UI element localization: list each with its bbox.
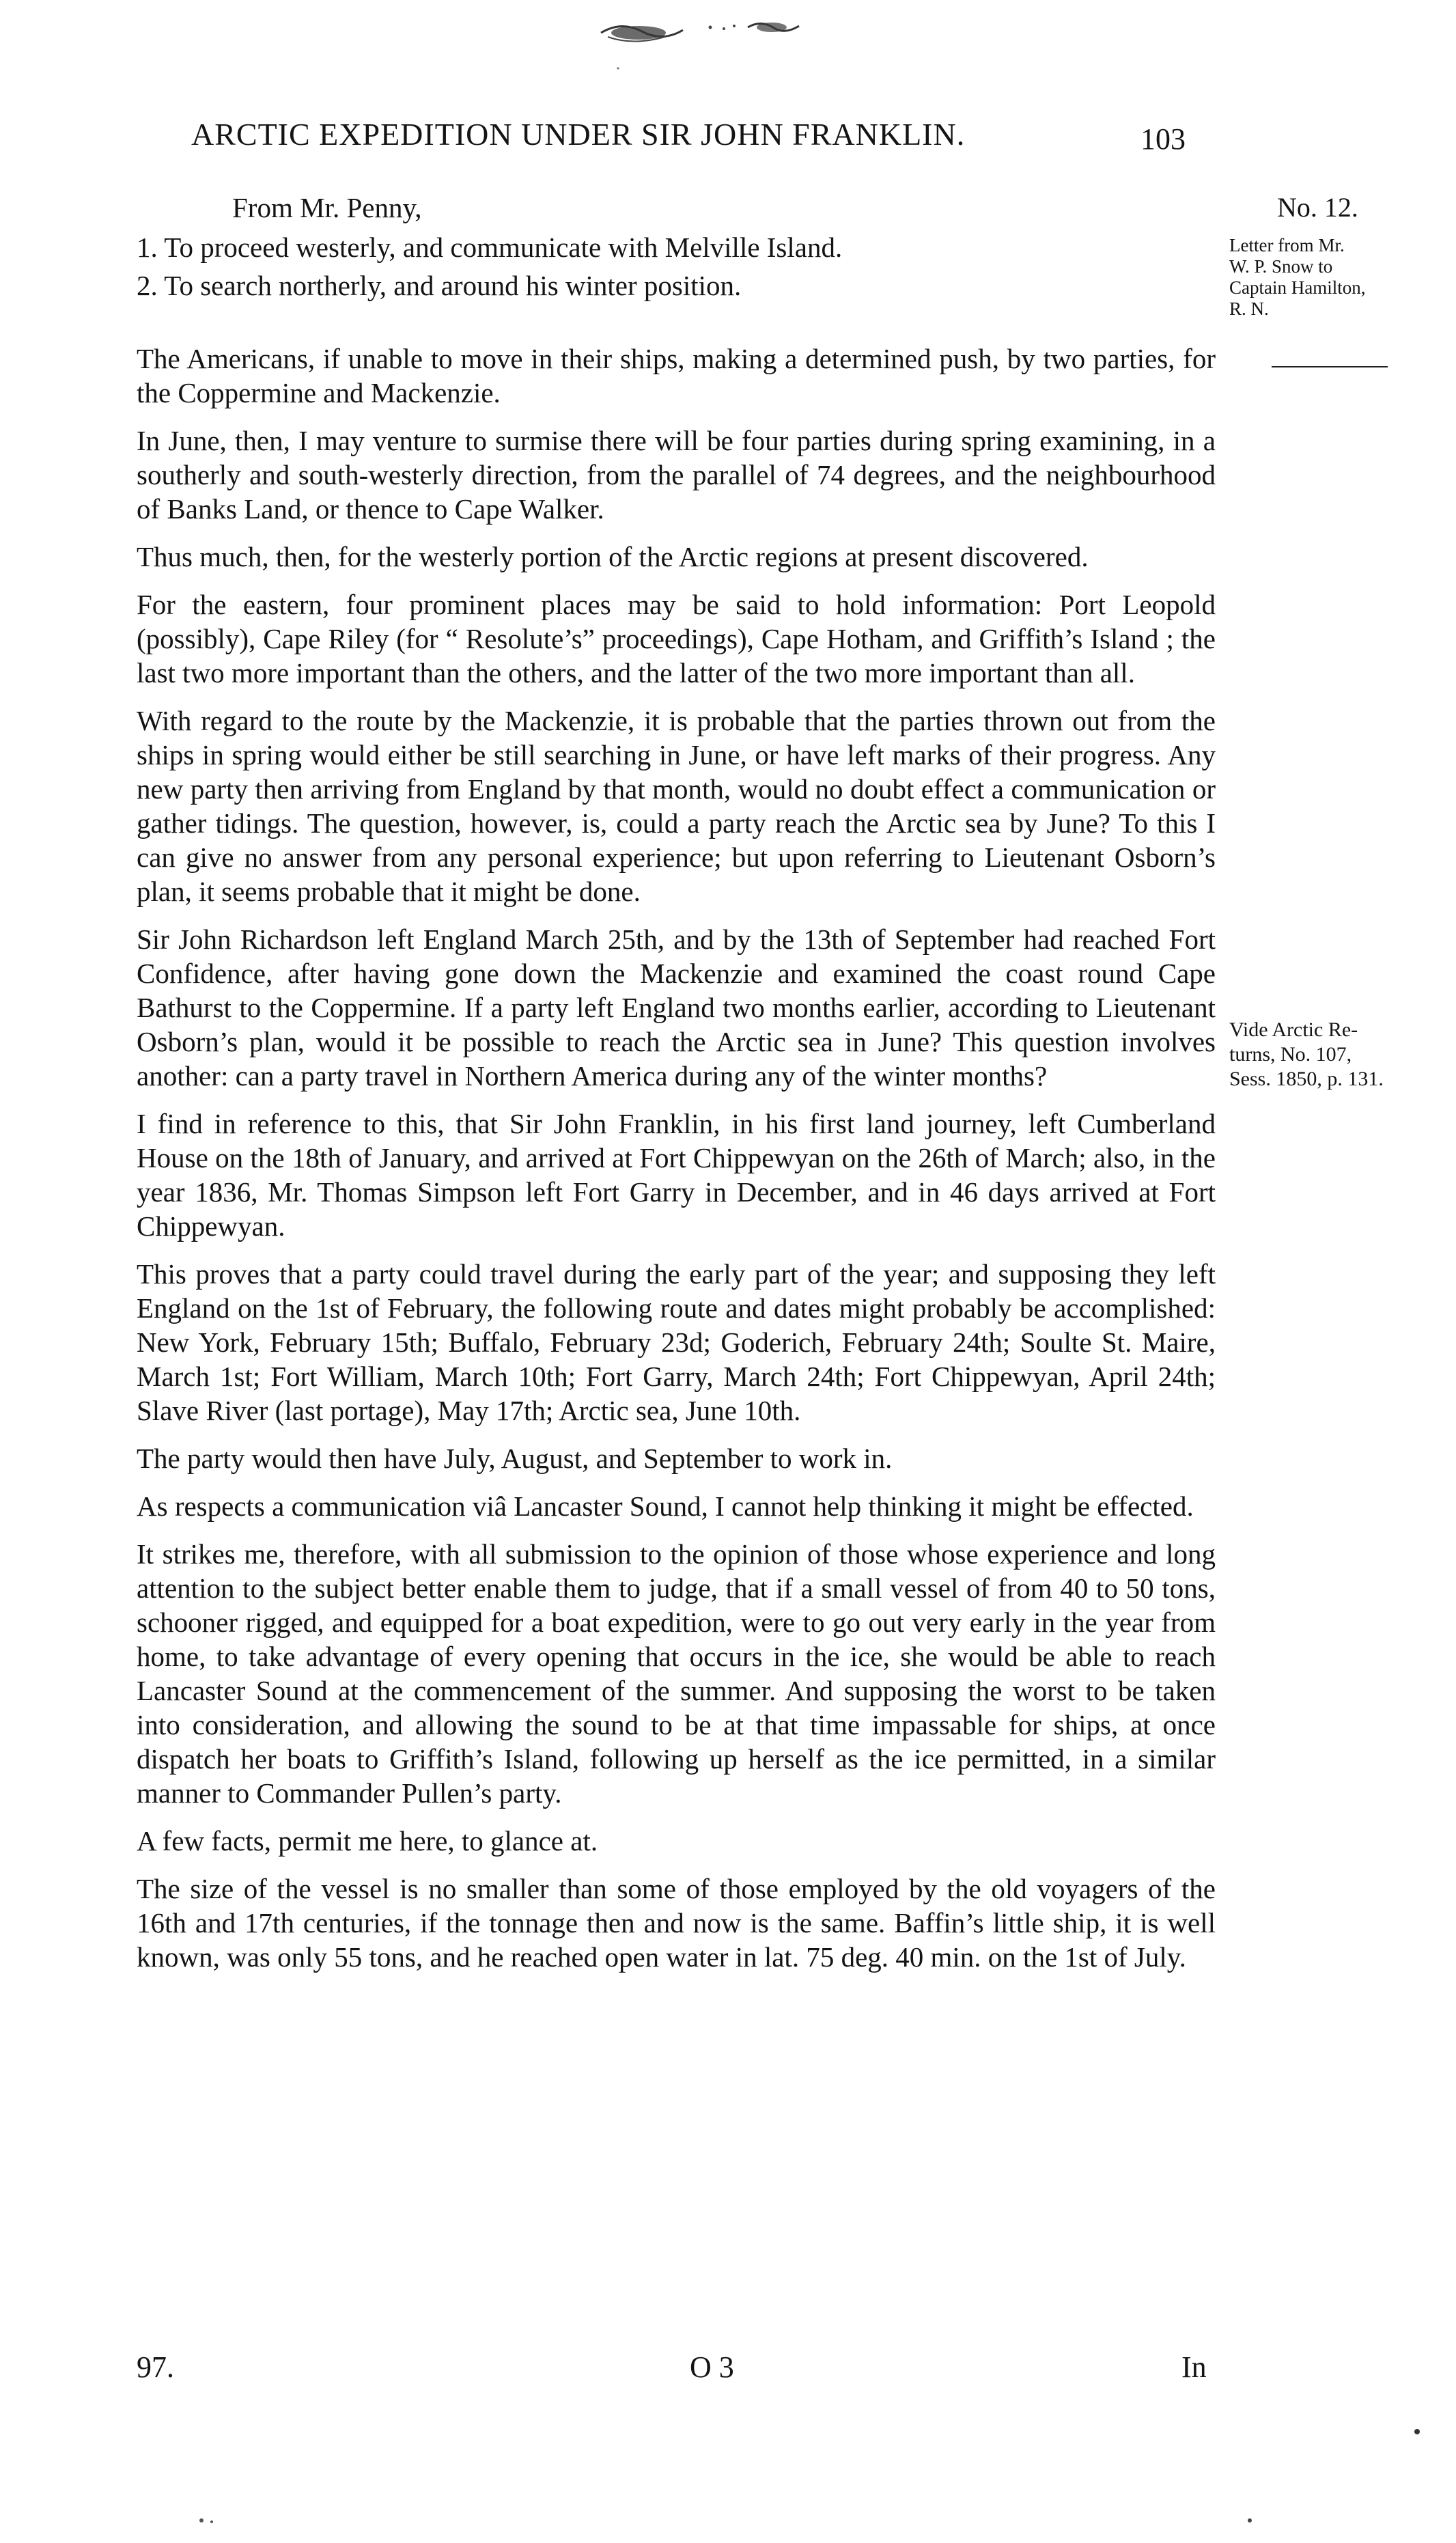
paragraph: For the eastern, four prominent places may be said to hold information: Port Leopold (possibly), Cape Riley (for “ Resolute’s” proceedings), Cape Hotham, and Griffith’s Island ; the last two more important than the others, and the latter of the two more important than all. xyxy=(137,589,1216,689)
footer-catchword: In xyxy=(1181,2350,1207,2384)
footer-center-mark: O 3 xyxy=(690,2350,734,2384)
paragraph: It strikes me, therefore, with all submission to the opinion of those whose experience and long attention to the subject better enable them to judge, that if a small vessel of from 40 to 50 tons, schooner rigged, and equipped for a boat expedition, were to go out very early in the year from home, to take advantage of every opening that occurs in the ice, she would be able to reach Lancaster Sound at the commencement of the summer. And supposing the worst to be taken into consideration, and allowing the sound to be at that time impassable for ships, at once dispatch her boats to Griffith’s Island, following up herself as the ice permitted, in a similar manner to Commander Pullen’s party. xyxy=(137,1538,1216,1809)
from-line: From Mr. Penny, xyxy=(232,192,422,223)
footer-signature-mark: 97. xyxy=(137,2350,174,2384)
margin-line: Sess. 1850, p. 131. xyxy=(1229,1068,1384,1090)
margin-line: R. N. xyxy=(1229,298,1269,319)
paragraph: I find in reference to this, that Sir John Franklin, in his first land journey, left Cumberland House on the 18th of January, and arrived at Fort Chippewyan on the 26th of March; also, in the year 1836, Mr. Thomas Simpson left Fort Garry in December, and in 46 days arrived at Fort Chippewyan. xyxy=(137,1108,1216,1242)
paragraph: In June, then, I may venture to surmise there will be four parties during spring examining, in a southerly and south-westerly direction, from the parallel of 74 degrees, and the neighbourhood of Banks Land, or thence to Cape Walker. xyxy=(137,425,1216,525)
running-head: ARCTIC EXPEDITION UNDER SIR JOHN FRANKLIN. xyxy=(191,117,966,152)
margin-divider xyxy=(1272,366,1388,367)
paragraph: This proves that a party could travel during the early part of the year; and supposing they left England on the 1st of February, the following route and dates might probably be accomplished: New York, February 15th; Buffalo, February 23d; Goderich, February 24th; Soulte St. Maire, March 1st; Fort William, March 10th; Fort Garry, March 24th; Fort Chippewyan, April 24th; Slave River (last portage), May 17th; Arctic sea, June 10th. xyxy=(137,1258,1216,1426)
margin-line: turns, No. 107, xyxy=(1229,1043,1352,1066)
paragraph: The Americans, if unable to move in their ships, making a determined push, by two parties, for the Coppermine and Mackenzie. xyxy=(137,343,1216,408)
paragraph: As respects a communication viâ Lancaster Sound, I cannot help thinking it might be effected. xyxy=(137,1490,1194,1522)
paragraph: Thus much, then, for the westerly portion of the Arctic regions at present discovered. xyxy=(137,541,1089,572)
list-item: 2. To search northerly, and around his winter position. xyxy=(137,270,742,301)
list-item: 1. To proceed westerly, and communicate with Melville Island. xyxy=(137,232,843,263)
paragraph: Sir John Richardson left England March 25th, and by the 13th of September had reached Fort Confidence, after having gone down the Mackenzie and examined the coast round Cape Bathurst to the Coppermine. If a party left England two months earlier, according to Lieutenant Osborn’s plan, would it be possible to reach the Arctic sea in June? This question involves another: can a party travel in Northern America during any of the winter months? xyxy=(137,923,1216,1092)
paragraph: With regard to the route by the Mackenzie, it is probable that the parties thrown out from the ships in spring would either be still searching in June, or have left marks of their progress. Any new party then arriving from England by that month, would no doubt effect a communication or gather tidings. The question, however, is, could a party reach the Arctic sea by June? To this I can give no answer from any personal experience; but upon referring to Lieutenant Osborn’s plan, it seems probable that it might be done. xyxy=(137,705,1216,907)
body-text xyxy=(137,342,1216,1988)
paragraph: A few facts, permit me here, to glance at. xyxy=(137,1825,598,1857)
margin-line: Letter from Mr. xyxy=(1229,235,1345,255)
margin-line: Captain Hamilton, xyxy=(1229,277,1366,298)
page-number: 103 xyxy=(1140,122,1186,156)
margin-note-vide xyxy=(1229,1018,1448,1092)
margin-document-number: No. 12. xyxy=(1277,192,1358,223)
paragraph: The size of the vessel is no smaller than some of those employed by the old voyagers of the 16th and 17th centuries, if the tonnage then and now is the same. Baffin’s little ship, it is well known, was only 55 tons, and he reached open water in lat. 75 deg. 40 min. on the 1st of July. xyxy=(137,1873,1216,1973)
ornament-icon xyxy=(594,12,840,53)
margin-line: Vide Arctic Re- xyxy=(1229,1018,1358,1041)
margin-note-letter xyxy=(1229,235,1448,320)
margin-line: W. P. Snow to xyxy=(1229,256,1333,277)
paragraph: The party would then have July, August, and September to work in. xyxy=(137,1443,893,1474)
